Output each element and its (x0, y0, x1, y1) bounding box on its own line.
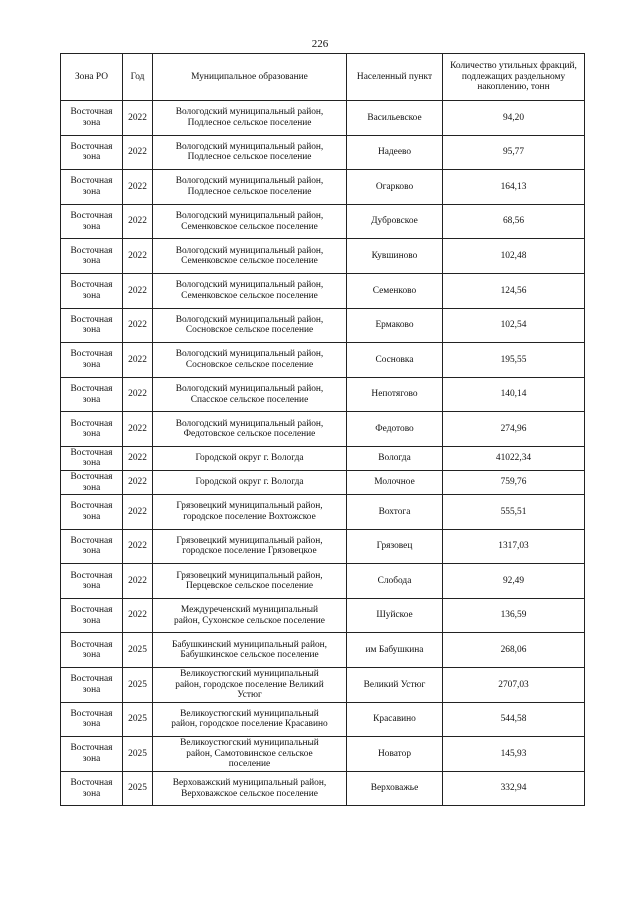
cell-locality: Сосновка (347, 343, 443, 378)
cell-zone: Восточная зона (61, 529, 123, 564)
table-row (61, 598, 585, 633)
cell-locality: Грязовец (347, 529, 443, 564)
cell-year: 2022 (123, 495, 153, 530)
cell-zone: Восточная зона (61, 471, 123, 495)
cell-quantity: 68,56 (443, 204, 585, 239)
cell-quantity: 145,93 (443, 737, 585, 772)
cell-zone: Восточная зона (61, 204, 123, 239)
cell-year: 2022 (123, 204, 153, 239)
cell-year: 2022 (123, 308, 153, 343)
cell-municipality: Вологодский муниципальный район, Семенковское сельское поселение (153, 273, 347, 308)
cell-quantity: 1317,03 (443, 529, 585, 564)
cell-zone: Восточная зона (61, 668, 123, 703)
cell-zone: Восточная зона (61, 598, 123, 633)
cell-quantity: 164,13 (443, 170, 585, 205)
cell-locality: Васильевское (347, 101, 443, 136)
cell-municipality: Междуреченский муниципальный район, Сухонское сельское поселение (153, 598, 347, 633)
cell-municipality: Вологодский муниципальный район, Сосновское сельское поселение (153, 308, 347, 343)
cell-zone: Восточная зона (61, 135, 123, 170)
cell-zone: Восточная зона (61, 771, 123, 806)
cell-zone: Восточная зона (61, 446, 123, 470)
cell-locality: Слобода (347, 564, 443, 599)
table-row (61, 633, 585, 668)
cell-year: 2022 (123, 273, 153, 308)
cell-quantity: 2707,03 (443, 668, 585, 703)
cell-locality: Кувшиново (347, 239, 443, 274)
table-row (61, 446, 585, 470)
cell-quantity: 544,58 (443, 702, 585, 737)
cell-year: 2025 (123, 633, 153, 668)
waste-fractions-table (60, 53, 585, 806)
cell-quantity: 136,59 (443, 598, 585, 633)
cell-municipality: Вологодский муниципальный район, Сосновское сельское поселение (153, 343, 347, 378)
cell-year: 2022 (123, 170, 153, 205)
cell-quantity: 102,54 (443, 308, 585, 343)
cell-quantity: 268,06 (443, 633, 585, 668)
table-row (61, 564, 585, 599)
cell-locality: Дубровское (347, 204, 443, 239)
header-year: Год (123, 54, 153, 101)
cell-locality: им Бабушкина (347, 633, 443, 668)
cell-municipality: Вологодский муниципальный район, Семенковское сельское поселение (153, 239, 347, 274)
cell-year: 2022 (123, 135, 153, 170)
cell-locality: Семенково (347, 273, 443, 308)
cell-municipality: Грязовецкий муниципальный район, городское поселение Грязовецкое (153, 529, 347, 564)
table-row (61, 308, 585, 343)
cell-quantity: 332,94 (443, 771, 585, 806)
table-row (61, 412, 585, 447)
cell-locality: Новатор (347, 737, 443, 772)
cell-municipality: Вологодский муниципальный район, Подлесное сельское поселение (153, 170, 347, 205)
cell-year: 2022 (123, 598, 153, 633)
cell-municipality: Вологодский муниципальный район, Подлесное сельское поселение (153, 101, 347, 136)
cell-municipality: Верховажский муниципальный район, Верховажское сельское поселение (153, 771, 347, 806)
table-row (61, 495, 585, 530)
cell-quantity: 124,56 (443, 273, 585, 308)
cell-year: 2022 (123, 377, 153, 412)
cell-municipality: Вологодский муниципальный район, Федотовское сельское поселение (153, 412, 347, 447)
cell-zone: Восточная зона (61, 633, 123, 668)
cell-municipality: Грязовецкий муниципальный район, Перцевское сельское поселение (153, 564, 347, 599)
cell-locality: Федотово (347, 412, 443, 447)
cell-municipality: Вологодский муниципальный район, Спасское сельское поселение (153, 377, 347, 412)
cell-year: 2022 (123, 564, 153, 599)
header-quantity: Количество утильных фракций, подлежащих раздельному накоплению, тонн (443, 54, 585, 101)
header-municipality: Муниципальное образование (153, 54, 347, 101)
cell-year: 2025 (123, 702, 153, 737)
cell-zone: Восточная зона (61, 101, 123, 136)
cell-locality: Вохтога (347, 495, 443, 530)
cell-locality: Красавино (347, 702, 443, 737)
cell-locality: Молочное (347, 471, 443, 495)
table-header-row (61, 54, 585, 101)
cell-municipality: Вологодский муниципальный район, Подлесное сельское поселение (153, 135, 347, 170)
cell-locality: Великий Устюг (347, 668, 443, 703)
header-locality: Населенный пункт (347, 54, 443, 101)
cell-quantity: 140,14 (443, 377, 585, 412)
table-row (61, 204, 585, 239)
header-zone: Зона РО (61, 54, 123, 101)
cell-year: 2022 (123, 239, 153, 274)
cell-quantity: 555,51 (443, 495, 585, 530)
cell-municipality: Бабушкинский муниципальный район, Бабушкинское сельское поселение (153, 633, 347, 668)
cell-municipality: Городской округ г. Вологда (153, 471, 347, 495)
table-row (61, 273, 585, 308)
table-row (61, 771, 585, 806)
page-number: 226 (311, 38, 329, 50)
cell-municipality: Великоустюгский муниципальный район, Самотовинское сельское поселение (153, 737, 347, 772)
cell-quantity: 41022,34 (443, 446, 585, 470)
table-row (61, 135, 585, 170)
cell-zone: Восточная зона (61, 308, 123, 343)
table-row (61, 377, 585, 412)
table-row (61, 239, 585, 274)
table-row (61, 170, 585, 205)
cell-year: 2025 (123, 771, 153, 806)
table-row (61, 343, 585, 378)
cell-quantity: 94,20 (443, 101, 585, 136)
cell-locality: Надеево (347, 135, 443, 170)
table-row (61, 529, 585, 564)
table-row (61, 737, 585, 772)
cell-quantity: 195,55 (443, 343, 585, 378)
cell-zone: Восточная зона (61, 564, 123, 599)
cell-year: 2022 (123, 471, 153, 495)
cell-locality: Шуйское (347, 598, 443, 633)
cell-zone: Восточная зона (61, 495, 123, 530)
cell-municipality: Великоустюгский муниципальный район, городское поселение Красавино (153, 702, 347, 737)
cell-year: 2025 (123, 737, 153, 772)
cell-locality: Верховажье (347, 771, 443, 806)
cell-quantity: 759,76 (443, 471, 585, 495)
cell-locality: Непотягово (347, 377, 443, 412)
cell-year: 2022 (123, 529, 153, 564)
cell-locality: Ермаково (347, 308, 443, 343)
cell-zone: Восточная зона (61, 239, 123, 274)
table-row (61, 101, 585, 136)
cell-municipality: Великоустюгский муниципальный район, городское поселение Великий Устюг (153, 668, 347, 703)
cell-year: 2022 (123, 412, 153, 447)
cell-year: 2022 (123, 101, 153, 136)
cell-quantity: 274,96 (443, 412, 585, 447)
cell-municipality: Городской округ г. Вологда (153, 446, 347, 470)
table-row (61, 471, 585, 495)
cell-zone: Восточная зона (61, 273, 123, 308)
cell-quantity: 95,77 (443, 135, 585, 170)
cell-quantity: 92,49 (443, 564, 585, 599)
cell-locality: Огарково (347, 170, 443, 205)
cell-zone: Восточная зона (61, 737, 123, 772)
cell-municipality: Грязовецкий муниципальный район, городское поселение Вохтожское (153, 495, 347, 530)
cell-year: 2022 (123, 446, 153, 470)
cell-locality: Вологда (347, 446, 443, 470)
cell-zone: Восточная зона (61, 170, 123, 205)
cell-zone: Восточная зона (61, 412, 123, 447)
cell-zone: Восточная зона (61, 702, 123, 737)
table-row (61, 702, 585, 737)
cell-quantity: 102,48 (443, 239, 585, 274)
cell-zone: Восточная зона (61, 343, 123, 378)
cell-municipality: Вологодский муниципальный район, Семенковское сельское поселение (153, 204, 347, 239)
cell-year: 2025 (123, 668, 153, 703)
cell-zone: Восточная зона (61, 377, 123, 412)
cell-year: 2022 (123, 343, 153, 378)
table-row (61, 668, 585, 703)
